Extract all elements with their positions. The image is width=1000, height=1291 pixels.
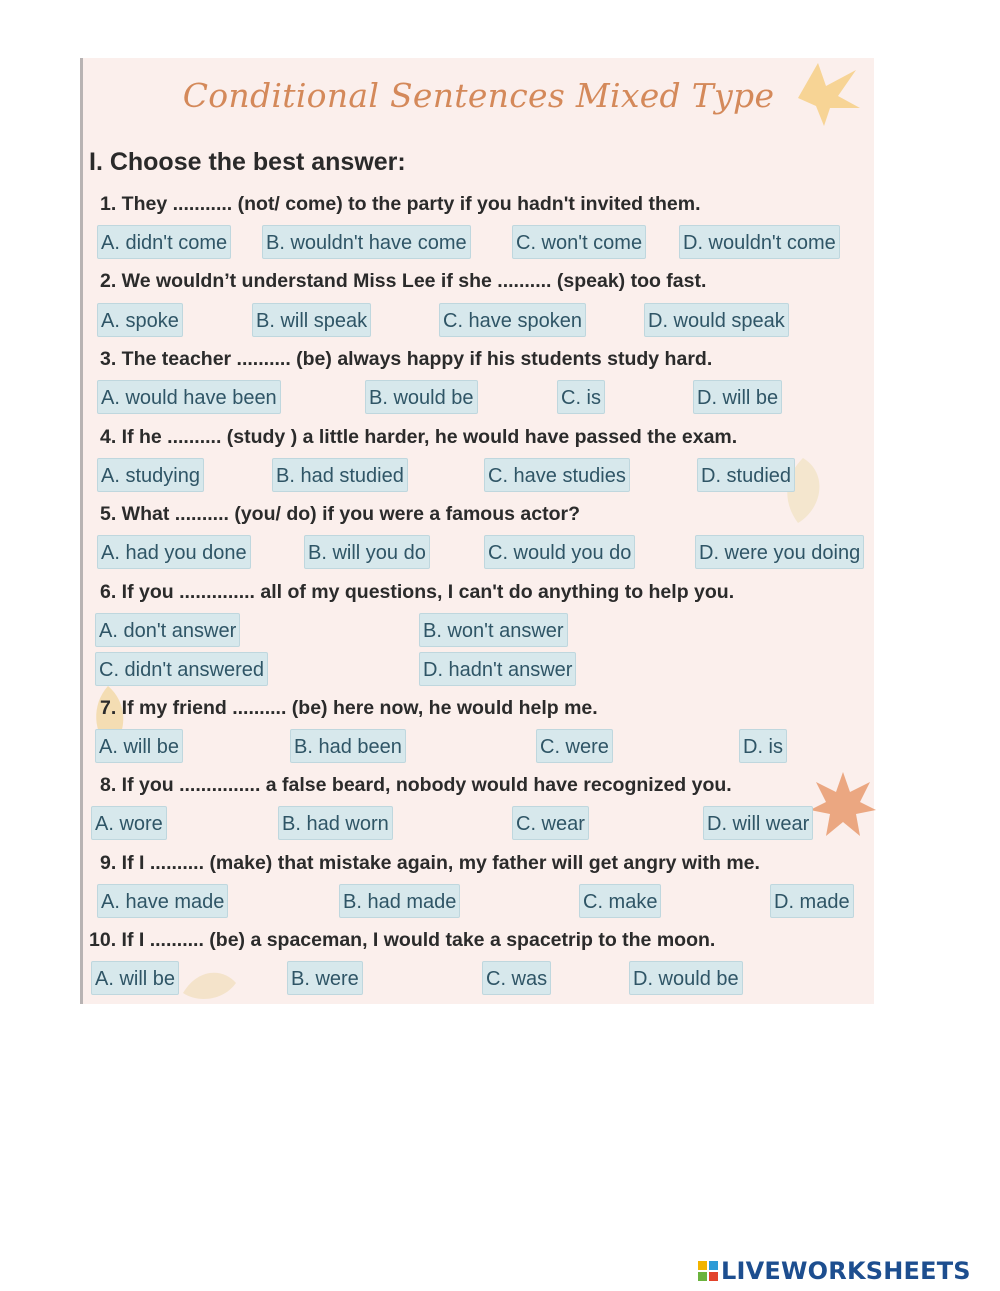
answer-option[interactable]: B. will speak (252, 303, 371, 337)
section-heading: I. Choose the best answer: (89, 148, 406, 176)
answer-option[interactable]: A. didn't come (97, 225, 231, 259)
answer-option[interactable]: C. were (536, 729, 613, 763)
logo-blocks-icon (698, 1261, 718, 1281)
answer-option[interactable]: C. would you do (484, 535, 635, 569)
answer-option[interactable]: D. wouldn't come (679, 225, 840, 259)
answer-option[interactable]: D. is (739, 729, 787, 763)
answer-option[interactable]: D. would be (629, 961, 743, 995)
answer-option[interactable]: A. had you done (97, 535, 251, 569)
answer-option[interactable]: C. have spoken (439, 303, 586, 337)
answer-option[interactable]: B. had studied (272, 458, 408, 492)
answer-option[interactable]: B. will you do (304, 535, 430, 569)
answer-option[interactable]: A. will be (95, 729, 183, 763)
answer-option[interactable]: A. spoke (97, 303, 183, 337)
answer-option[interactable]: B. would be (365, 380, 478, 414)
answer-option[interactable]: B. had been (290, 729, 406, 763)
answer-option[interactable]: A. don't answer (95, 613, 240, 647)
question-text: 9. If I .......... (make) that mistake again, my father will get angry with me. (100, 852, 760, 874)
answer-option[interactable]: C. was (482, 961, 551, 995)
answer-option[interactable]: C. have studies (484, 458, 630, 492)
liveworksheets-logo (698, 1256, 971, 1286)
answer-option[interactable]: D. will wear (703, 806, 813, 840)
answer-option[interactable]: A. will be (91, 961, 179, 995)
answer-option[interactable]: B. had made (339, 884, 460, 918)
question-text: 4. If he .......... (study ) a little harder, he would have passed the exam. (100, 426, 738, 448)
logo-text: LIVEWORKSHEETS (721, 1257, 971, 1285)
answer-option[interactable]: B. had worn (278, 806, 393, 840)
answer-option[interactable]: C. is (557, 380, 605, 414)
answer-option[interactable]: D. hadn't answer (419, 652, 576, 686)
answer-option[interactable]: A. wore (91, 806, 167, 840)
question-text: 6. If you .............. all of my questions, I can't do anything to help you. (100, 581, 735, 603)
question-text: 2. We wouldn’t understand Miss Lee if she .......... (speak) too fast. (100, 270, 707, 292)
question-text: 8. If you ............... a false beard, nobody would have recognized you. (100, 774, 732, 796)
answer-option[interactable]: D. will be (693, 380, 782, 414)
answer-option[interactable]: D. studied (697, 458, 795, 492)
answer-option[interactable]: D. made (770, 884, 854, 918)
question-text: 3. The teacher .......... (be) always happy if his students study hard. (100, 348, 713, 370)
question-text: 10. If I .......... (be) a spaceman, I would take a spacetrip to the moon. (89, 929, 716, 951)
worksheet-title: Conditional Sentences Mixed Type (182, 76, 775, 115)
worksheet-page (80, 58, 874, 1004)
answer-option[interactable]: C. wear (512, 806, 589, 840)
answer-option[interactable]: A. studying (97, 458, 204, 492)
answer-option[interactable]: B. were (287, 961, 363, 995)
question-text: 7. If my friend .......... (be) here now, he would help me. (100, 697, 598, 719)
answer-option[interactable]: D. would speak (644, 303, 789, 337)
answer-option[interactable]: C. didn't answered (95, 652, 268, 686)
answer-option[interactable]: B. wouldn't have come (262, 225, 471, 259)
answer-option[interactable]: C. make (579, 884, 661, 918)
question-text: 5. What .......... (you/ do) if you were a famous actor? (100, 503, 580, 525)
question-text: 1. They ........... (not/ come) to the party if you hadn't invited them. (100, 193, 701, 215)
answer-option[interactable]: A. have made (97, 884, 228, 918)
answer-option[interactable]: C. won't come (512, 225, 646, 259)
answer-option[interactable]: A. would have been (97, 380, 281, 414)
answer-option[interactable]: D. were you doing (695, 535, 864, 569)
answer-option[interactable]: B. won't answer (419, 613, 568, 647)
leaf-icon (178, 963, 238, 1003)
maple-leaf-icon (808, 770, 878, 842)
